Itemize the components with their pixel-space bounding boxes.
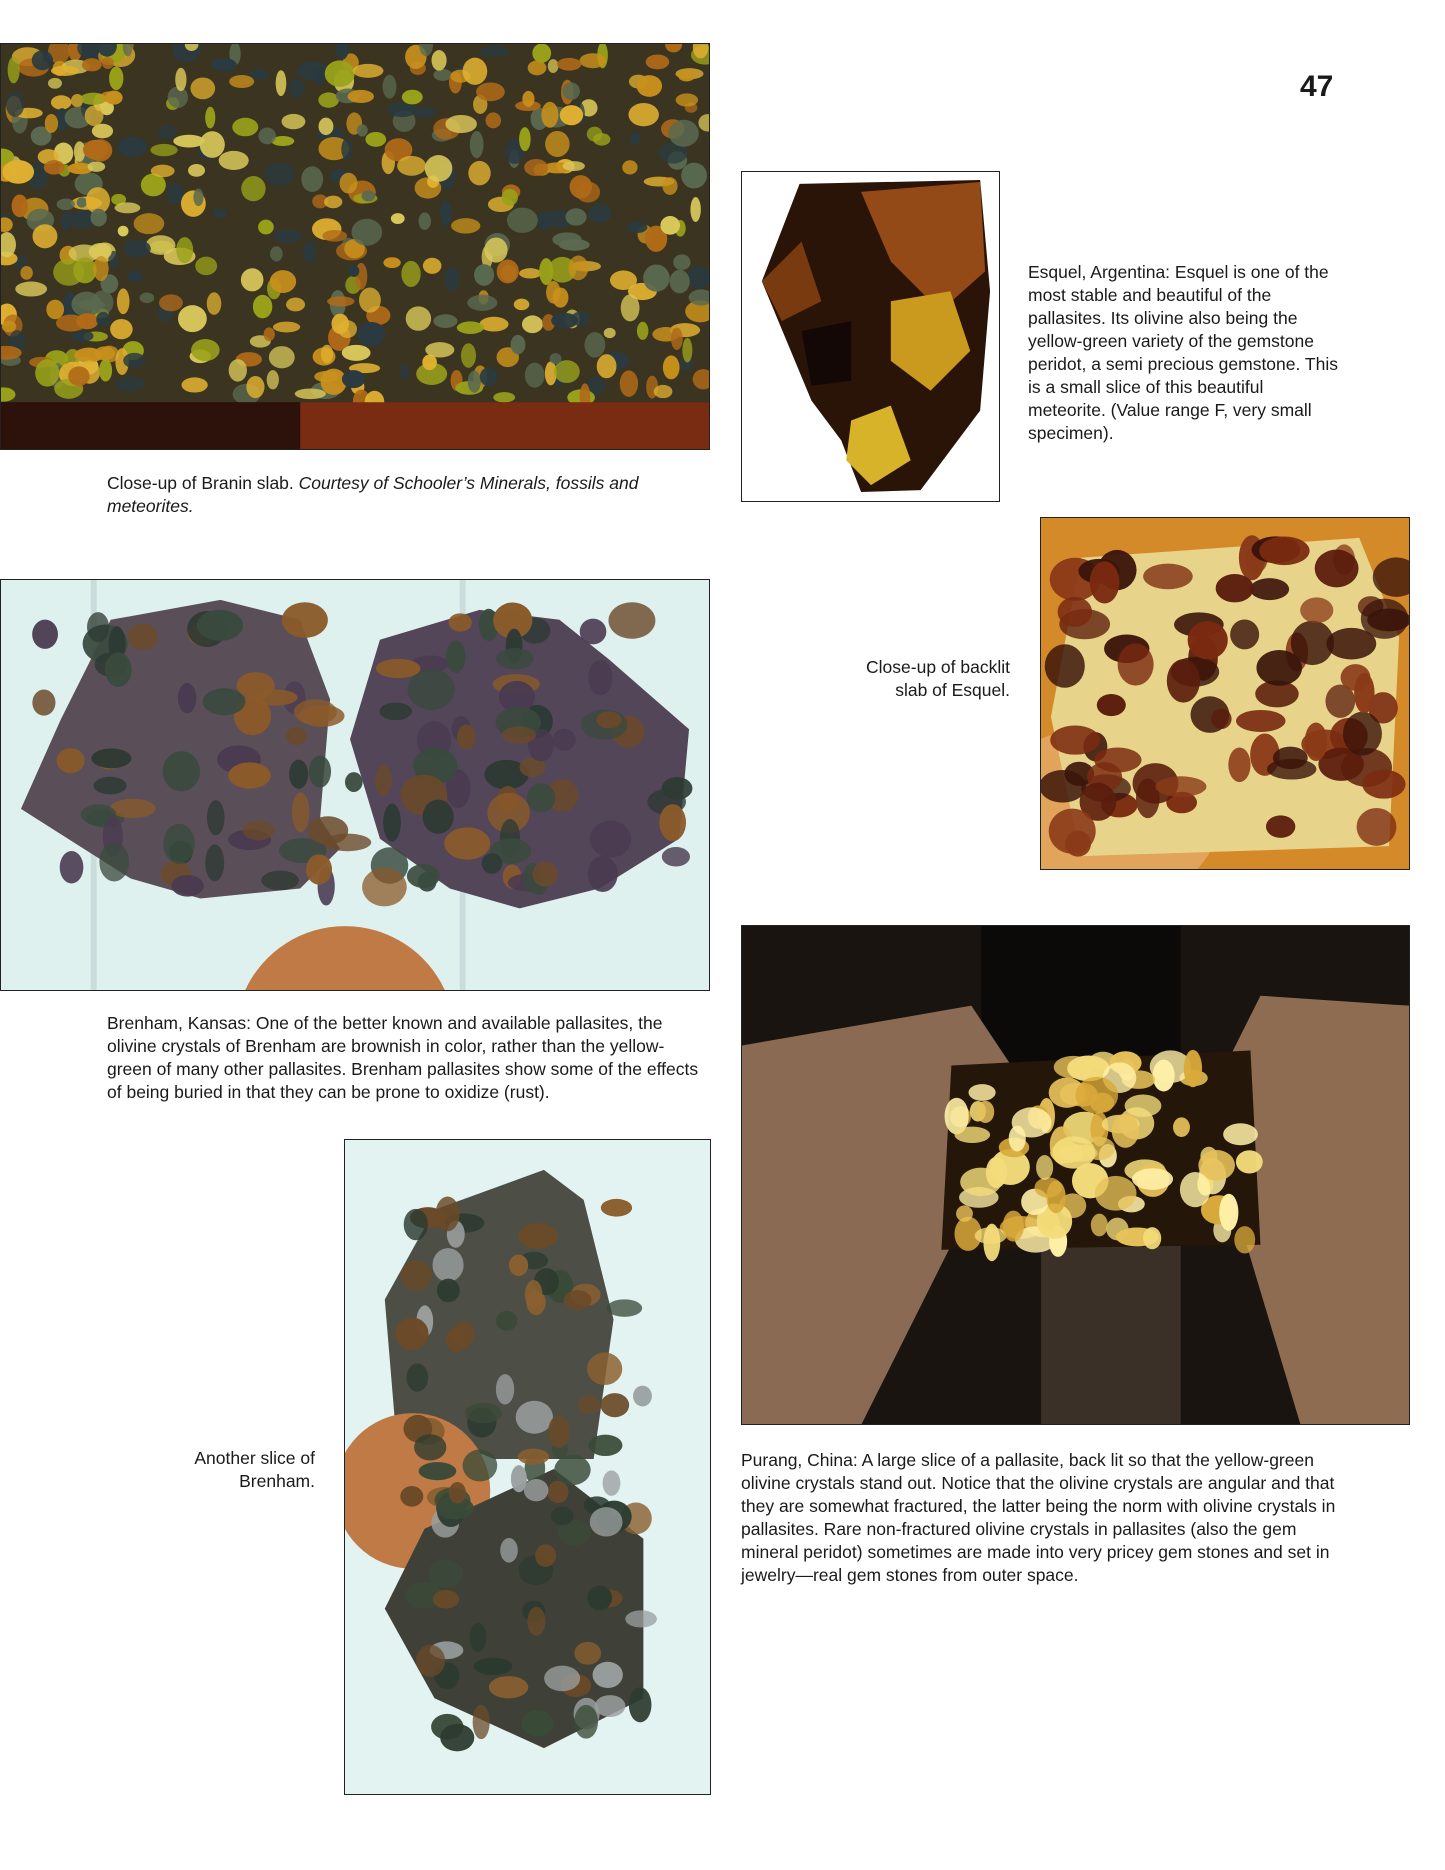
branin-caption [107,472,667,518]
brenham-slices-photo [0,579,710,991]
branin-caption-text: Close-up of Branin slab. [107,473,299,493]
purang-caption: Purang, China: A large slice of a pallasite, back lit so that the yellow-green olivine crystals stand out. Notice that the olivine crystals are angular and that they are somewhat fractured, the latter being the norm with olivine crystals in pallasites. Rare non-fractured olivine crystals in pallasites (also the gem mineral peridot) sometimes are made into very pricey gem stones and set in jewelry—real gem stones from outer space. [741,1450,1336,1585]
brenham-caption: Brenham, Kansas: One of the better known and available pallasites, the olivine crystals of Brenham are brownish in color, rather than the yellow-green of many other pallasites. Brenham pallasites show some of the effects of being buried in that they can be prone to oxidize (rust). [107,1013,699,1102]
esquel-intro-caption: Esquel, Argentina: Esquel is one of the most stable and beautiful of the pallasites. Its olivine also being the yellow-green variety of the gemstone peridot, a semi precious gemstone. This is a small slice of this beautiful meteorite. (Value range F, very small specimen). [1028,262,1338,443]
purang-slab-photo [741,925,1410,1425]
brenham-slice-caption: Another slice of Brenham. [194,1448,315,1491]
esquel-slice-photo [741,171,1000,502]
brenham-slice-photo [344,1139,711,1795]
branin-caption-credit: Courtesy of Schooler’s Minerals, fossils and meteorites. [107,473,639,516]
esquel-backlit-photo [1040,517,1410,870]
esquel-backlit-caption: Close-up of backlit slab of Esquel. [866,657,1010,700]
branin-slab-photo [0,43,710,450]
page-number: 47 [1300,70,1334,103]
